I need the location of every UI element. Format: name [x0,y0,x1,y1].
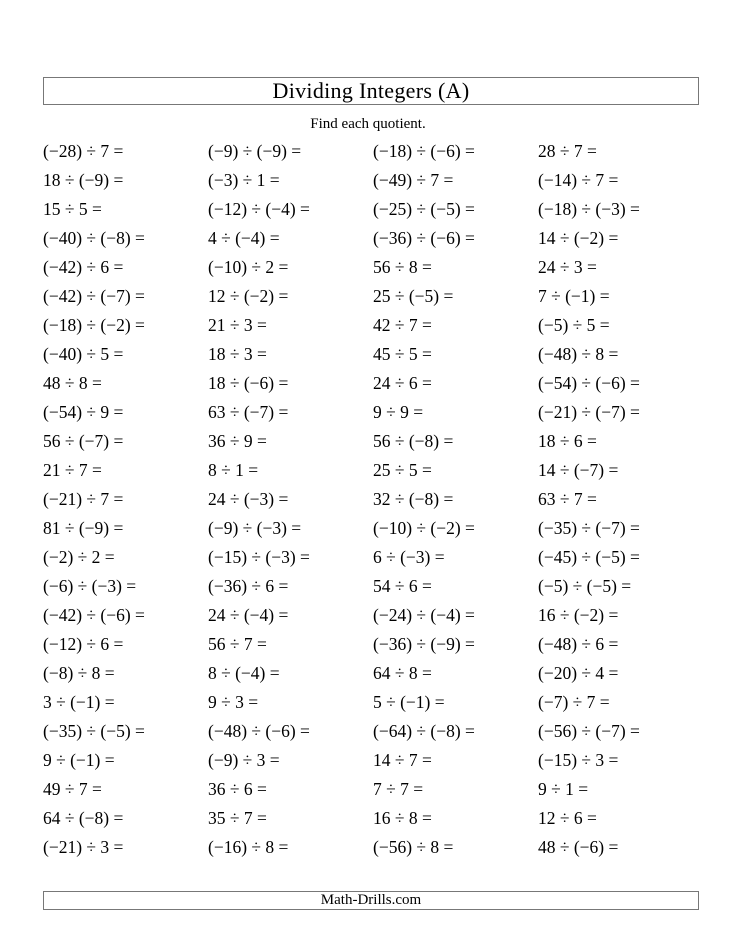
problem-item: (−48) ÷ (−6) = [208,721,310,741]
problem-item: (−56) ÷ (−7) = [538,721,640,741]
problem-item: 9 ÷ (−1) = [43,750,115,770]
problem-item: (−16) ÷ 8 = [208,837,289,857]
problem-item: (−5) ÷ (−5) = [538,576,632,596]
worksheet-title: Dividing Integers (A) [272,78,470,103]
problem-item: (−3) ÷ 1 = [208,170,280,190]
problem-item: 45 ÷ 5 = [373,344,432,364]
problem-item: (−35) ÷ (−5) = [43,721,145,741]
problem-item: 49 ÷ 7 = [43,779,102,799]
problem-item: 18 ÷ 3 = [208,344,267,364]
problem-item: 56 ÷ (−8) = [373,431,454,451]
problem-item: (−18) ÷ (−3) = [538,199,640,219]
problem-item: (−25) ÷ (−5) = [373,199,475,219]
problem-grid [43,137,703,862]
problem-item: (−10) ÷ 2 = [208,257,289,277]
problem-item: 7 ÷ 7 = [373,779,424,799]
problem-item: (−49) ÷ 7 = [373,170,454,190]
problem-item: 24 ÷ 6 = [373,373,432,393]
problem-item: 56 ÷ 8 = [373,257,432,277]
problem-item: 21 ÷ 3 = [208,315,267,335]
problem-item: 56 ÷ 7 = [208,634,267,654]
problem-item: (−28) ÷ 7 = [43,141,124,161]
problem-item: 24 ÷ (−4) = [208,605,289,625]
problem-item: (−40) ÷ 5 = [43,344,124,364]
footer-box [43,891,699,910]
problem-item: 8 ÷ 1 = [208,460,259,480]
problem-item: 24 ÷ (−3) = [208,489,289,509]
footer-text: Math-Drills.com [320,892,422,908]
problem-item: (−2) ÷ 2 = [43,547,115,567]
problem-item: 63 ÷ 7 = [538,489,597,509]
problem-item: 7 ÷ (−1) = [538,286,610,306]
problem-item: 24 ÷ 3 = [538,257,597,277]
problem-item: (−7) ÷ 7 = [538,692,610,712]
problem-item: 25 ÷ (−5) = [373,286,454,306]
problem-item: 18 ÷ 6 = [538,431,597,451]
problem-item: (−54) ÷ (−6) = [538,373,640,393]
problem-item: (−8) ÷ 8 = [43,663,115,683]
problem-item: 15 ÷ 5 = [43,199,102,219]
problem-item: 63 ÷ (−7) = [208,402,289,422]
problem-item: (−18) ÷ (−2) = [43,315,145,335]
problem-item: 16 ÷ (−2) = [538,605,619,625]
problem-item: (−24) ÷ (−4) = [373,605,475,625]
problem-item: (−15) ÷ (−3) = [208,547,310,567]
problem-item: (−20) ÷ 4 = [538,663,619,683]
problem-item: (−18) ÷ (−6) = [373,141,475,161]
problem-item: 9 ÷ 9 = [373,402,424,422]
problem-item: 42 ÷ 7 = [373,315,432,335]
problem-item: (−42) ÷ (−6) = [43,605,145,625]
problem-item: 14 ÷ (−7) = [538,460,619,480]
problem-item: (−36) ÷ 6 = [208,576,289,596]
problem-item: (−5) ÷ 5 = [538,315,610,335]
problem-item: 21 ÷ 7 = [43,460,102,480]
problem-item: 6 ÷ (−3) = [373,547,445,567]
problem-item: (−9) ÷ 3 = [208,750,280,770]
problem-item: (−36) ÷ (−9) = [373,634,475,654]
problem-item: (−12) ÷ 6 = [43,634,124,654]
problem-item: 32 ÷ (−8) = [373,489,454,509]
problem-item: (−56) ÷ 8 = [373,837,454,857]
problem-item: (−21) ÷ (−7) = [538,402,640,422]
problem-item: 9 ÷ 1 = [538,779,589,799]
problem-item: (−21) ÷ 7 = [43,489,124,509]
instructions: Find each quotient. [310,116,426,132]
problem-item: 8 ÷ (−4) = [208,663,280,683]
problem-item: (−21) ÷ 3 = [43,837,124,857]
problem-item: (−45) ÷ (−5) = [538,547,640,567]
problem-item: (−35) ÷ (−7) = [538,518,640,538]
problem-item: 64 ÷ 8 = [373,663,432,683]
problem-item: (−42) ÷ 6 = [43,257,124,277]
problem-item: 36 ÷ 9 = [208,431,267,451]
problem-item: (−40) ÷ (−8) = [43,228,145,248]
problem-item: 12 ÷ 6 = [538,808,597,828]
problem-item: (−54) ÷ 9 = [43,402,124,422]
problem-item: (−12) ÷ (−4) = [208,199,310,219]
problem-item: 3 ÷ (−1) = [43,692,115,712]
problem-item: 81 ÷ (−9) = [43,518,124,538]
problem-item: 35 ÷ 7 = [208,808,267,828]
problem-item: (−15) ÷ 3 = [538,750,619,770]
problem-item: 64 ÷ (−8) = [43,808,124,828]
problem-item: 28 ÷ 7 = [538,141,597,161]
problem-item: (−9) ÷ (−9) = [208,141,302,161]
problem-item: (−42) ÷ (−7) = [43,286,145,306]
problem-item: 54 ÷ 6 = [373,576,432,596]
problem-item: (−10) ÷ (−2) = [373,518,475,538]
problem-item: 48 ÷ 8 = [43,373,102,393]
problem-item: (−6) ÷ (−3) = [43,576,137,596]
problem-item: 48 ÷ (−6) = [538,837,619,857]
problem-item: 18 ÷ (−6) = [208,373,289,393]
problem-item: (−14) ÷ 7 = [538,170,619,190]
problem-item: (−48) ÷ 6 = [538,634,619,654]
problem-item: 9 ÷ 3 = [208,692,259,712]
problem-item: (−64) ÷ (−8) = [373,721,475,741]
problem-item: 18 ÷ (−9) = [43,170,124,190]
title-box [43,77,699,105]
problem-item: 56 ÷ (−7) = [43,431,124,451]
problem-item: 16 ÷ 8 = [373,808,432,828]
problem-item: (−48) ÷ 8 = [538,344,619,364]
problem-item: 25 ÷ 5 = [373,460,432,480]
problem-item: (−36) ÷ (−6) = [373,228,475,248]
problem-item: 4 ÷ (−4) = [208,228,280,248]
problem-item: 14 ÷ (−2) = [538,228,619,248]
problem-item: 36 ÷ 6 = [208,779,267,799]
problem-item: (−9) ÷ (−3) = [208,518,302,538]
problem-item: 5 ÷ (−1) = [373,692,445,712]
problem-item: 14 ÷ 7 = [373,750,432,770]
problem-item: 12 ÷ (−2) = [208,286,289,306]
